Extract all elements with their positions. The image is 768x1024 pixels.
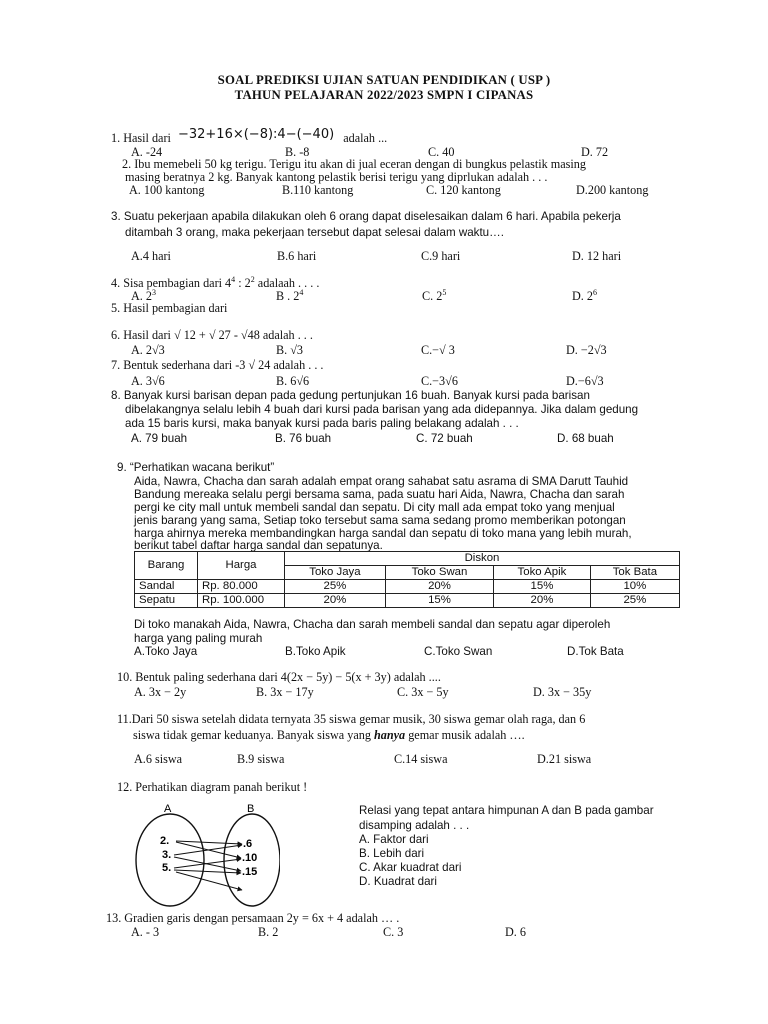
q4-option-d[interactable]: D. $2^6$ [572,288,597,304]
q2-option-c[interactable]: C. 120 kantong [426,183,501,197]
table-row [135,580,680,594]
q2-option-a[interactable]: A. 100 kantong [129,183,205,197]
set-b-item: .15 [242,866,258,878]
table-cell-discount: 15% [385,594,493,608]
q9-passage-line-6: berikut tabel daftar harga sandal dan sepatunya. [134,539,383,552]
q6-option-a[interactable]: A. 2√3 [131,343,165,357]
q7-option-c[interactable]: C.−3√6 [421,374,458,388]
q9-question-line-2: harga yang paling murah [134,632,263,645]
q1-option-b[interactable]: B. -8 [285,145,310,159]
table-header-barang: Barang [135,552,198,580]
q9-option-c[interactable]: C.Toko Swan [424,645,493,658]
q4-text-pre: 4. Sisa pembagian dari 4 [111,276,232,291]
q7-options [0,374,768,389]
q9-question-line-1: Di toko manakah Aida, Nawra, Chacha dan sarah membeli sandal dan sepatu agar diperoleh [134,618,611,631]
q5-prompt: 5. Hasil pembagian dari [111,301,228,315]
q8-line-1: 8. Banyak kursi barisan depan pada gedung pertunjukan 16 buah. Banyak kursi pada barisan [111,389,590,402]
q3-line-1: 3. Suatu pekerjaan apabila dilakukan oleh 6 orang dapat diselesaikan dalam 6 hari. Apabila pekerja [111,210,621,223]
q7-option-d[interactable]: D.−6√3 [566,374,604,388]
table-cell-item: Sandal [135,580,198,594]
table-cell-discount: 20% [494,594,591,608]
q10-option-a[interactable]: A. 3x − 2y [134,685,187,699]
relation-arrows [174,841,242,890]
q10-options [0,685,768,700]
q11-text-post: gemar musik adalah …. [405,728,525,742]
q12-option-b[interactable]: B. Lebih dari [359,847,425,860]
q8-option-a[interactable]: A. 79 buah [131,432,188,445]
table-cell-discount: 10% [590,580,679,594]
q4-option-a[interactable]: A. $2^3$ [131,288,156,304]
q9-option-a[interactable]: A.Toko Jaya [134,645,198,658]
q6-option-c[interactable]: C.−√ 3 [421,343,455,357]
set-a-item: 3. [162,849,172,861]
q12-question-line-2: disamping adalah . . . [359,819,470,832]
q11-line-1: 11.Dari 50 siswa setelah didata ternyata 35 siswa gemar musik, 30 siswa gemar olah raga, dan 6 [117,712,586,726]
q13-options [0,925,768,940]
arrow-diagram [130,800,280,910]
q12-option-a[interactable]: A. Faktor dari [359,833,429,846]
q13-option-b[interactable]: B. 2 [258,925,279,939]
q8-option-c[interactable]: C. 72 buah [416,432,473,445]
table-header-store: Toko Jaya [285,566,386,580]
exam-title: SOAL PREDIKSI UJIAN SATUAN PENDIDIKAN ( USP ) [217,73,551,87]
q3-option-b[interactable]: B.6 hari [277,249,317,263]
q12-prompt: 12. Perhatikan diagram panah berikut ! [117,780,308,794]
q6-options [0,343,768,358]
table-header-store: Toko Apik [494,566,591,580]
set-a-item: 5. [162,862,172,874]
q7-prompt: 7. Bentuk sederhana dari -3 √ 24 adalah . . . [111,358,324,372]
table-cell-item: Sepatu [135,594,198,608]
q12-question-line-1: Relasi yang tepat antara himpunan A dan B pada gambar [359,804,654,817]
q3-line-2: ditambah 3 orang, maka pekerjaan tersebut dapat selesai dalam waktu…. [125,226,504,239]
q3-options [0,249,768,264]
q1-option-c[interactable]: C. 40 [428,145,455,159]
q6-prompt: 6. Hasil dari √ 12 + √ 27 - √48 adalah . . . [111,328,313,342]
table-cell-discount: 20% [285,594,386,608]
q11-option-b[interactable]: B.9 siswa [237,752,285,766]
q12-option-d[interactable]: D. Kuadrat dari [359,875,437,888]
q2-line-1: 2. Ibu memebeli 50 kg terigu. Terigu itu akan di jual eceran dengan di bungkus pelastik masing [122,157,586,171]
q9-passage-line-1: Aida, Nawra, Chacha dan sarah adalah empat orang sahabat satu asrama di SMA Darutt Tauhid [134,475,629,488]
table-header-store: Tok Bata [590,566,679,580]
q9-passage-line-2: Bandung mereaka selalu pergi bersama sama, pada suatu hari Aida, Nawra, Chacha dan sarah [134,488,625,501]
q8-line-3: ada 15 baris kursi, maka banyak kursi pada baris paling belakang adalah . . . [125,417,519,430]
q10-option-b[interactable]: B. 3x − 17y [256,685,314,699]
table-header-harga: Harga [198,552,285,580]
q8-option-d[interactable]: D. 68 buah [557,432,614,445]
price-table [134,551,680,608]
q3-option-d[interactable]: D. 12 hari [572,249,622,263]
q7-option-b[interactable]: B. 6√6 [276,374,310,388]
table-cell-discount: 15% [494,580,591,594]
q1-prefix: Hasil dari [123,131,171,145]
q11-line-2 [133,728,525,743]
q4-option-b[interactable]: B . $2^4$ [276,288,304,304]
q6-option-d[interactable]: D. −2√3 [566,343,607,357]
q8-line-2: dibelakangnya selalu lebih 4 buah dari kursi pada barisan yang ada didepannya. Jika dalam gedung [125,403,639,416]
table-cell-price: Rp. 100.000 [198,594,285,608]
q6-option-b[interactable]: B. √3 [276,343,304,357]
q4-exp-1: 4 [231,275,236,284]
q4-option-c[interactable]: C. $2^5$ [422,288,447,304]
q11-option-c[interactable]: C.14 siswa [394,752,448,766]
table-header-diskon: Diskon [285,552,680,566]
q1-option-a[interactable]: A. -24 [131,145,163,159]
q9-option-d[interactable]: D.Tok Bata [567,645,624,658]
q8-option-b[interactable]: B. 76 buah [275,432,332,445]
q10-prompt: 10. Bentuk paling sederhana dari 4(2x − 5y) − 5(x + 3y) adalah .... [117,670,441,684]
q3-option-c[interactable]: C.9 hari [421,249,461,263]
q1-expression: −32+16×(−8):4−(−40) [177,127,335,142]
q1-suffix: adalah ... [343,131,388,145]
q4-text-mid: : 2 [235,276,251,291]
q10-option-d[interactable]: D. 3x − 35y [533,685,592,699]
q13-option-d[interactable]: D. 6 [505,925,526,939]
q9-passage-line-3: pergi ke city mall untuk membeli sandal dan sepatu. Di city mall ada empat toko yang menjual [134,501,615,514]
q9-passage-line-4: jenis barang yang sama, Setiap toko tersebut sama sama sedang promo memberikan potongan [134,514,626,527]
q13-option-c[interactable]: C. 3 [383,925,404,939]
q4-exp-2: 2 [250,275,255,284]
q11-text-pre: siswa tidak gemar keduanya. Banyak siswa yang [133,728,374,742]
exam-subtitle: TAHUN PELAJARAN 2022/2023 SMPN I CIPANAS [234,88,534,102]
table-row [135,594,680,608]
q1-option-d[interactable]: D. 72 [581,145,609,159]
q3-option-a[interactable]: A.4 hari [131,249,171,263]
q7-option-a[interactable]: A. 3√6 [131,374,165,388]
set-b-item: .10 [242,852,258,864]
q9-passage-line-5: harga ahirnya mereka membandingkan harga sandal dan sepatu di toko mana yang lebih murah, [134,527,632,540]
q11-text-emphasis: hanya [373,728,406,742]
q11-option-a[interactable]: A.6 siswa [134,752,183,766]
q2-options [0,183,768,198]
q4-text-post: adalaah . . . . [254,276,320,291]
q2-option-d[interactable]: D.200 kantong [576,183,649,197]
table-cell-discount: 20% [385,580,493,594]
q12-option-c[interactable]: C. Akar kuadrat dari [359,861,462,874]
q9-options [0,645,768,660]
q11-options [0,752,768,767]
table-header-row [135,552,680,566]
table-cell-price: Rp. 80.000 [198,580,285,594]
q2-line-2: masing beratnya 2 kg. Banyak kantong pelastik berisi terigu yang diprlukan adalah . . . [125,170,548,184]
q10-option-c[interactable]: C. 3x − 5y [397,685,449,699]
table-header-store: Toko Swan [385,566,493,580]
set-b-label: B [247,803,255,815]
q2-option-b[interactable]: B.110 kantong [282,183,354,197]
set-a-label: A [164,803,172,815]
set-a-item: 2. [160,835,170,847]
q13-prompt: 13. Gradien garis dengan persamaan 2y = 6x + 4 adalah … . [106,911,400,925]
table-cell-discount: 25% [285,580,386,594]
q9-option-b[interactable]: B.Toko Apik [285,645,346,658]
q13-option-a[interactable]: A. - 3 [131,925,160,939]
q9-title: 9. “Perhatikan wacana berikut” [117,461,275,474]
q1-number: 1. [111,131,121,145]
set-b-item: .6 [243,838,253,850]
q8-options [0,432,768,447]
q11-option-d[interactable]: D.21 siswa [537,752,592,766]
table-cell-discount: 25% [590,594,679,608]
